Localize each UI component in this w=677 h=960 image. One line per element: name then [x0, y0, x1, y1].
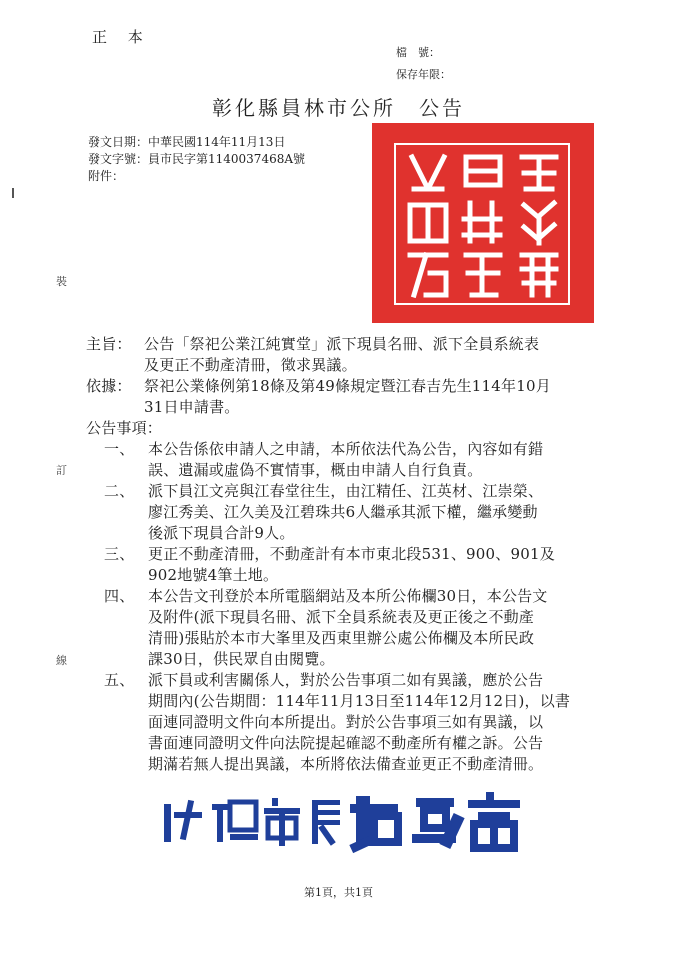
item-number: 三、	[104, 545, 135, 563]
item-line: 誤、遺漏或虛偽不實情事，概由申請人自行負責。	[148, 461, 483, 479]
item-line: 更正不動產清冊，不動產計有本市東北段531、900、901及	[148, 545, 555, 563]
item-line: 廖江秀美、江久美及江碧珠共6人繼承其派下權，繼承變動	[148, 503, 538, 521]
mayor-signature-stamp	[160, 790, 530, 854]
item-number: 五、	[104, 671, 135, 689]
retention-label: 保存年限：	[396, 68, 451, 81]
subject-label: 主旨：	[86, 335, 132, 353]
item-line: 本公告文刊登於本所電腦網站及本所公佈欄30日，本公告文	[148, 587, 548, 605]
item-line: 面連同證明文件向本所提出。對於公告事項三如有異議，以	[148, 713, 544, 731]
document-title: 彰化縣員林市公所 公告	[212, 96, 465, 120]
issue-date: 發文日期：中華民國114年11月13日	[88, 135, 286, 149]
subject-line: 公告「祭祀公業江純實堂」派下現員名冊、派下全員系統表	[144, 335, 540, 353]
item-line: 課30日，供民眾自由閱覽。	[148, 650, 335, 668]
document-number: 發文字號：員市民字第1140037468A號	[88, 152, 306, 166]
item-line: 書面連同證明文件向法院提起確認不動產所有權之訴。公告	[148, 734, 544, 752]
seal-border	[394, 143, 570, 305]
seal-glyphs	[396, 145, 568, 303]
page-number: 第1頁，共1頁	[304, 886, 373, 899]
item-line: 清冊)張貼於本市大峯里及西東里辦公處公佈欄及本所民政	[148, 629, 535, 647]
item-line: 期滿若無人提出異議，本所將依法備查並更正不動產清冊。	[148, 755, 544, 773]
notice-item	[148, 544, 598, 586]
binding-mark: 線	[56, 654, 67, 667]
basis-line: 31日申請書。	[144, 398, 240, 416]
notice-item	[148, 481, 598, 544]
item-line: 本公告係依申請人之申請，本所依法代為公告，內容如有錯	[148, 440, 544, 458]
official-seal	[372, 123, 594, 323]
binding-mark: 訂	[56, 464, 67, 477]
copy-mark: 正 本	[92, 28, 151, 46]
item-line: 派下員或利害關係人，對於公告事項二如有異議，應於公告	[148, 671, 544, 689]
notice-item	[148, 439, 598, 481]
item-line: 及附件(派下現員名冊、派下全員系統表及更正後之不動產	[148, 608, 535, 626]
basis-text	[144, 376, 596, 418]
item-line: 期間內(公告期間：114年11月13日至114年12月12日)，以書	[148, 692, 571, 710]
basis-line: 祭祀公業條例第18條及第49條規定暨江春吉先生114年10月	[144, 377, 551, 395]
notice-heading: 公告事項：	[86, 419, 163, 437]
item-line: 後派下現員合計9人。	[148, 524, 295, 542]
subject-line: 及更正不動產清冊，徵求異議。	[144, 356, 357, 374]
item-number: 四、	[104, 587, 135, 605]
basis-label: 依據：	[86, 377, 132, 395]
item-number: 一、	[104, 440, 135, 458]
margin-tick	[12, 188, 14, 198]
attachment-label: 附件：	[88, 169, 125, 183]
signature-glyphs	[160, 790, 530, 854]
item-line: 派下員江文亮與江春堂往生，由江精任、江英材、江崇榮、	[148, 482, 544, 500]
file-number-label: 檔 號：	[396, 46, 440, 59]
notice-item	[148, 670, 598, 775]
subject-text	[144, 334, 596, 376]
notice-item	[148, 586, 598, 670]
item-line: 902地號4筆土地。	[148, 566, 279, 584]
binding-mark: 裝	[56, 275, 67, 288]
item-number: 二、	[104, 482, 135, 500]
